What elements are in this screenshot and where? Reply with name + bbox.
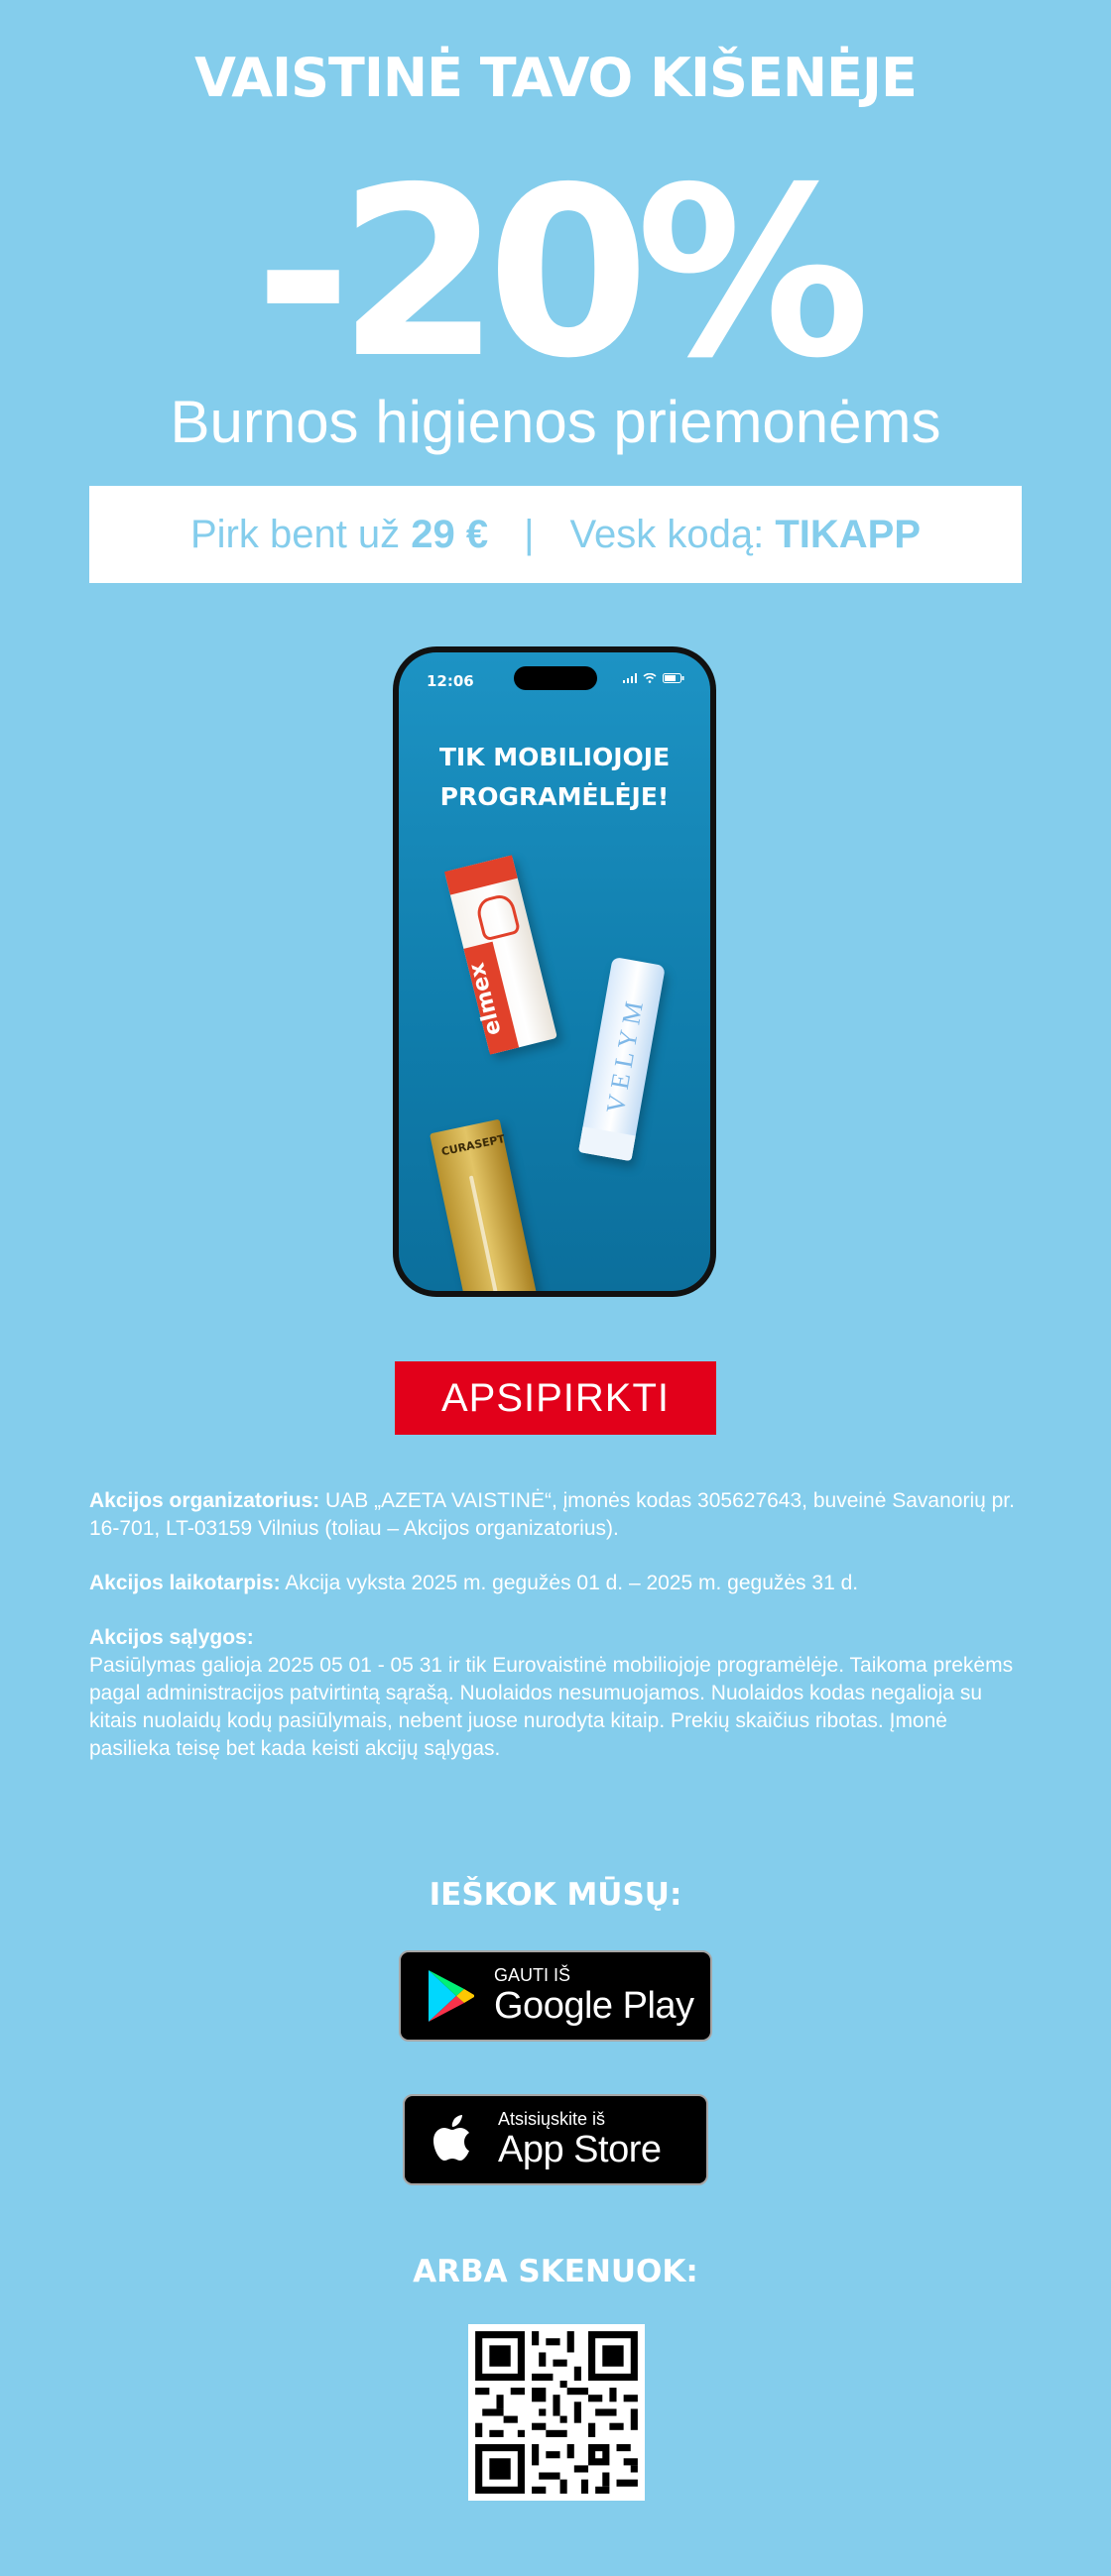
phone-title [399,738,710,817]
phone-title-line2: PROGRAMĖLĖJE! [439,782,670,811]
discount-percent: -20% [254,137,857,410]
terms-organizer-text: UAB „AZETA VAISTINĖ“, įmonės kodas 305627643, buveinė Savanorių pr. 16-701, LT-03159 Vilnius (toliau – Akcijos organizatorius). [89,1489,1015,1540]
terms-conditions-text: Pasiūlymas galioja 2025 05 01 - 05 31 ir tik Eurovaistinė mobiliojoje programėlėje. Taikoma prekėms pagal administracijos patvirtintą sąrašą. Nuolaidos nesumuojamos. Nuolaidos kodas negalioja su kitais nuolaidų kodų pasiūlymais, nebent juose nurodyta kitaip. Prekių skaičius ribotas. Įmonė pasilieka teisę bet kada keisti akcijų sąlygas. [89,1654,1014,1760]
product-curasept-brand: CURASEPT [439,1132,507,1159]
google-play-small-text: GAUTI IŠ [494,1965,571,1985]
phone-screen [399,652,710,1291]
promo-code: TIKAPP [775,512,922,556]
terms-organizer-label: Akcijos organizatorius: [89,1489,320,1512]
phone-title-line1: TIK MOBILIOJOJE [438,743,671,771]
product-velym-tube [578,957,666,1161]
scan-title: ARBA SKENUOK: [413,2254,698,2289]
phone-mockup [393,646,716,1297]
product-curasept-box [430,1119,539,1291]
terms-section [89,1487,1028,1790]
shop-button[interactable]: APSIPIRKTI [395,1361,716,1435]
google-play-button[interactable] [399,1950,712,2042]
qr-code-icon [468,2324,645,2501]
wifi-icon [643,673,657,683]
promo-code-label: Vesk kodą: [569,512,765,556]
product-elmex-box [444,855,557,1054]
headline: VAISTINĖ TAVO KIŠENĖJE [194,47,917,109]
phone-status-icons [623,672,684,686]
app-store-button[interactable] [403,2094,708,2185]
terms-period [89,1570,1028,1597]
find-us-title: IEŠKOK MŪSŲ: [429,1877,682,1913]
google-play-icon [419,1964,482,2028]
app-store-small-text: Atsisiųskite iš [498,2109,606,2129]
promo-amount: 29 € [411,512,489,556]
signal-icon [623,673,637,683]
terms-conditions-label: Akcijos sąlygos: [89,1626,254,1649]
app-store-big-text: App Store [498,2129,662,2170]
battery-icon [663,673,684,683]
google-play-big-text: Google Play [494,1985,694,2027]
promo-subtitle: Burnos higienos priemonėms [170,389,941,455]
terms-organizer [89,1487,1028,1543]
promo-prefix: Pirk bent už [189,512,401,556]
terms-period-text: Akcija vyksta 2025 m. gegužės 01 d. – 2025 m. gegužės 31 d. [280,1572,859,1594]
promo-box [89,486,1022,583]
terms-conditions [89,1624,1028,1763]
terms-period-label: Akcijos laikotarpis: [89,1572,281,1594]
apple-icon [423,2108,486,2171]
product-velym-brand: VELYM [600,993,650,1116]
qr-code[interactable] [468,2324,645,2501]
tooth-graphic [474,892,521,942]
phone-dynamic-island [514,666,597,690]
promo-separator: | [524,512,535,556]
product-elmex-brand: elmex [464,960,507,1038]
phone-status-time: 12:06 [427,672,474,690]
